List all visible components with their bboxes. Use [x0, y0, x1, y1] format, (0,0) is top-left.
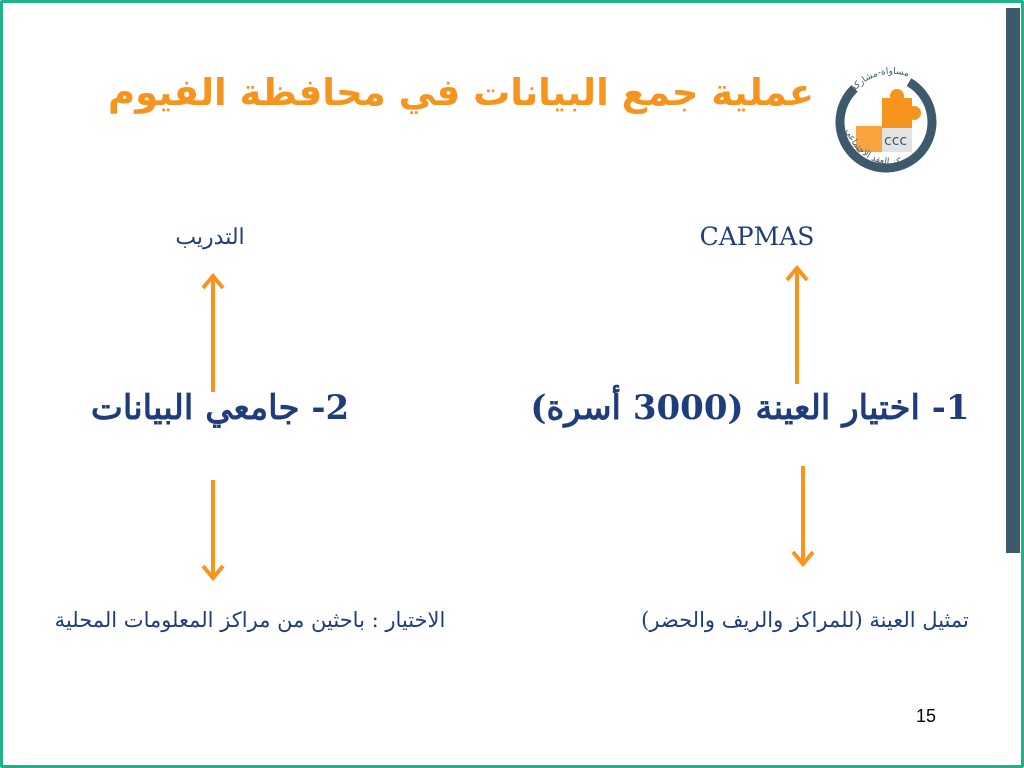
slide-title: عملية جمع البيانات في محافظة الفيوم [108, 71, 814, 114]
logo [826, 50, 946, 180]
page-number: 15 [915, 706, 937, 726]
arrow-down-representation [788, 464, 818, 572]
training-label: التدريب [175, 225, 245, 250]
step-1-sample-selection: 1- اختيار العينة (3000 أسرة) [530, 388, 970, 428]
sample-representation-text: تمثيل العينة (للمراكز والريف والحضر) [641, 608, 969, 632]
svg-text:ccc: ccc [884, 133, 908, 149]
arrow-up-training [198, 270, 228, 394]
side-accent-bar [1006, 8, 1020, 553]
arrow-down-collector-selection [198, 478, 228, 586]
puzzle-piece-icon [856, 89, 921, 152]
step-2-data-collectors: 2- جامعي البيانات [90, 388, 350, 428]
logo-top-text: مساواة-مشاركة-مساءلة [836, 66, 911, 121]
capmas-label: CAPMAS [699, 222, 815, 251]
collector-selection-text: الاختيار : باحثين من مراكز المعلومات المحلية [54, 608, 446, 632]
arrow-up-capmas [782, 262, 812, 386]
logo-bottom-text: مركز العقد الاجتماعي [843, 127, 912, 168]
